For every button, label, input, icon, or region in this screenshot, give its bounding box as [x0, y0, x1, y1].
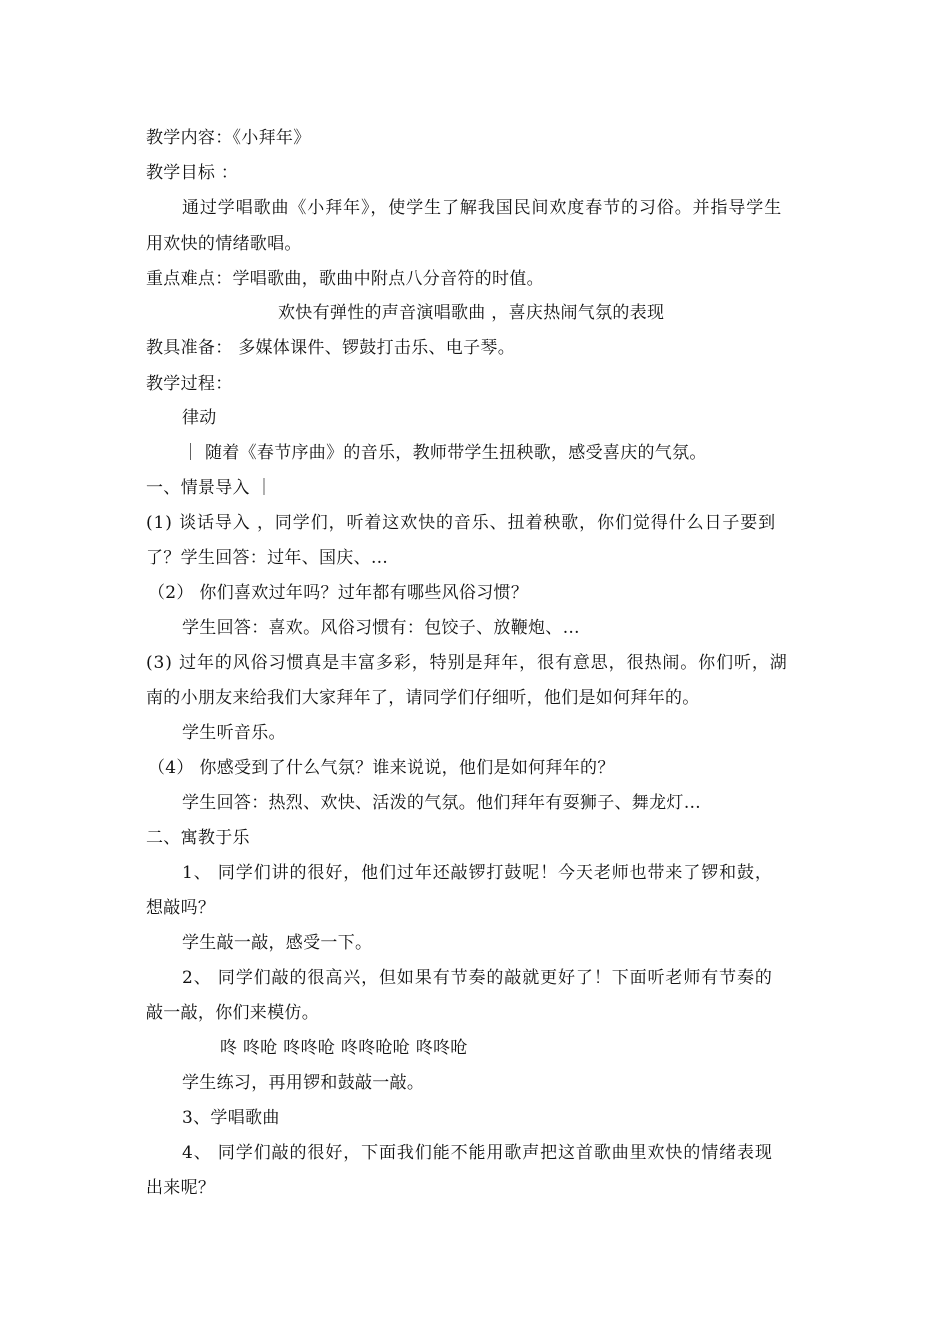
rhythm-pattern: 咚 咚呛 咚咚呛 咚咚呛呛 咚咚呛: [220, 1038, 468, 1058]
item-1-line-2: 想敲吗？: [146, 898, 216, 918]
key-difficulty-continuation: 欢快有弹性的声音演唱歌曲 ，喜庆热闹气氛的表现: [278, 303, 665, 323]
step-1-line-2: 了？学生回答：过年、国庆、…: [146, 548, 389, 568]
rhythm-description: ｜ 随着《春节序曲》的音乐，教师带学生扭秧歌，感受喜庆的气氛。: [182, 443, 707, 463]
item-4-line-1: 4、 同学们敲的很好，下面我们能不能用歌声把这首歌曲里欢快的情绪表现: [182, 1143, 773, 1163]
rhythm-heading: 律动: [182, 408, 217, 428]
goal-text-line-1: 通过学唱歌曲《小拜年》，使学生了解我国民间欢度春节的习俗。并指导学生: [182, 198, 783, 218]
step-3-listen: 学生听音乐。: [182, 723, 286, 743]
teaching-content-line: 教学内容：《小拜年》: [146, 128, 311, 148]
section-two-heading: 二、寓教于乐: [146, 828, 250, 848]
step-3-line-1: (3) 过年的风俗习惯真是丰富多彩，特别是拜年，很有意思，很热闹。你们听，湖: [146, 653, 788, 673]
step-2-line: （2） 你们喜欢过年吗？过年都有哪些风俗习惯？: [148, 583, 529, 603]
step-4-answer: 学生回答：热烈、欢快、活泼的气氛。他们拜年有耍狮子、舞龙灯…: [182, 793, 701, 813]
teaching-goal-heading: 教学目标 ：: [146, 163, 239, 183]
step-2-answer: 学生回答：喜欢。风俗习惯有：包饺子、放鞭炮、…: [182, 618, 580, 638]
item-4-line-2: 出来呢？: [146, 1178, 216, 1198]
item-3-heading: 3、学唱歌曲: [182, 1108, 280, 1128]
section-one-heading: 一、情景导入 ｜: [146, 478, 273, 498]
step-4-line: （4） 你感受到了什么气氛？谁来说说，他们是如何拜年的？: [148, 758, 615, 778]
teaching-process-heading: 教学过程：: [146, 374, 233, 394]
teaching-aids-line: 教具准备： 多媒体课件、锣鼓打击乐、电子琴。: [146, 338, 516, 358]
goal-text-line-2: 用欢快的情绪歌唱。: [146, 234, 302, 254]
item-2-line-1: 2、 同学们敲的很高兴，但如果有节奏的敲就更好了！下面听老师有节奏的: [182, 968, 773, 988]
item-2-line-2: 敲一敲，你们来模仿。: [146, 1003, 319, 1023]
step-1-line-1: (1) 谈话导入 ，同学们，听着这欢快的音乐、扭着秧歌，你们觉得什么日子要到: [146, 513, 777, 533]
item-1-line-1: 1、 同学们讲的很好，他们过年还敲锣打鼓呢！今天老师也带来了锣和鼓，: [182, 863, 773, 883]
step-3-line-2: 南的小朋友来给我们大家拜年了，请同学们仔细听，他们是如何拜年的。: [146, 688, 700, 708]
key-difficulty-line: 重点难点：学唱歌曲，歌曲中附点八分音符的时值。: [146, 269, 544, 289]
item-2-practice: 学生练习，再用锣和鼓敲一敲。: [182, 1073, 425, 1093]
item-1-practice: 学生敲一敲，感受一下。: [182, 933, 373, 953]
